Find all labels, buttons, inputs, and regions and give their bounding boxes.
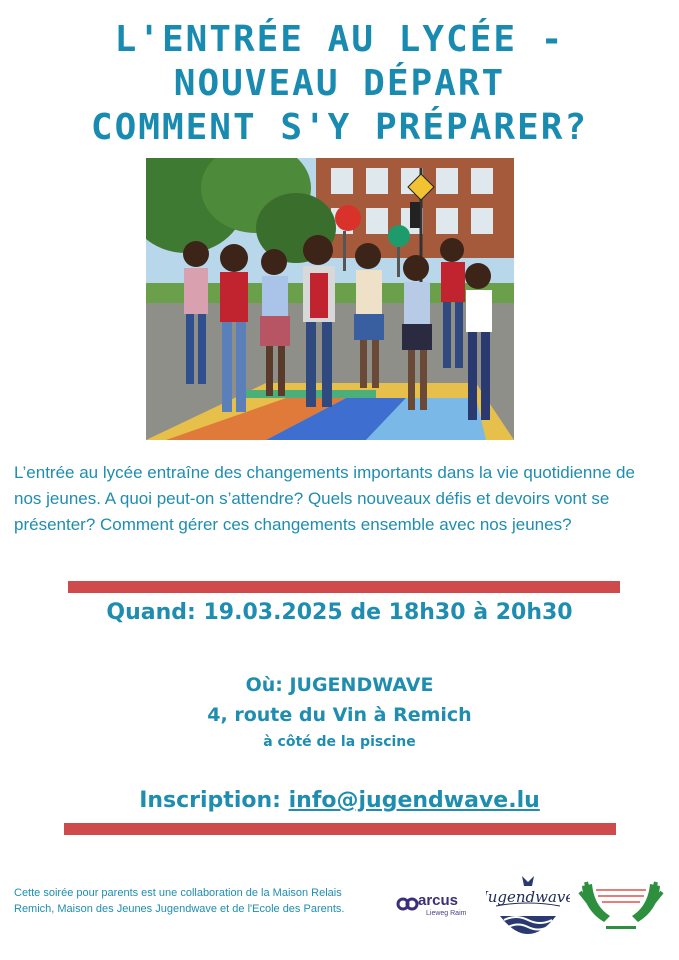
registration-label: Inscription:	[139, 788, 281, 813]
location-note: à côté de la piscine	[263, 734, 416, 750]
poster-title	[0, 18, 679, 150]
location-venue: Où: JUGENDWAVE	[245, 674, 434, 696]
arcus-logo-text: arcus	[418, 892, 459, 909]
when-label: Quand:	[106, 600, 196, 625]
jugendwave-emblem	[486, 872, 570, 942]
ecole-des-parents-logo	[578, 876, 664, 938]
arcus-logo	[396, 890, 476, 920]
arcus-infinity-icon	[396, 894, 420, 914]
event-date	[0, 600, 679, 625]
divider-bar-bottom	[64, 823, 616, 835]
jugendwave-logo	[486, 872, 570, 942]
arcus-logo-subtext: Lieweg Raim	[426, 910, 467, 917]
title-line-1: L'ENTRÉE AU LYCÉE -	[114, 19, 565, 60]
hands-icon	[578, 876, 664, 938]
jugendwave-logo-text: Jugendwave	[486, 888, 570, 906]
students-photo	[146, 158, 514, 440]
title-line-3: COMMENT S'Y PRÉPARER?	[90, 107, 589, 148]
location-address: 4, route du Vin à Remich	[207, 704, 472, 726]
event-location	[0, 670, 679, 754]
when-value: 19.03.2025 de 18h30 à 20h30	[203, 600, 573, 625]
intro-paragraph: L’entrée au lycée entraîne des changements importants dans la vie quotidienne de nos jeunes. A quoi peut-on s’attendre? Quels nouveaux défis et devoirs vont se présenter? Comment gérer ces changements ensemble avec nos jeunes?	[14, 463, 635, 534]
title-line-2: NOUVEAU DÉPART	[173, 63, 506, 104]
collaboration-note: Cette soirée pour parents est une collaboration de la Maison Relais Remich, Maison des Jeunes Jugendwave et de l'Ecole des Parents.	[14, 887, 345, 915]
students-photo-illustration	[146, 158, 514, 440]
registration	[0, 788, 679, 813]
registration-email-link[interactable]: info@jugendwave.lu	[288, 788, 540, 813]
divider-bar-top	[68, 581, 620, 593]
